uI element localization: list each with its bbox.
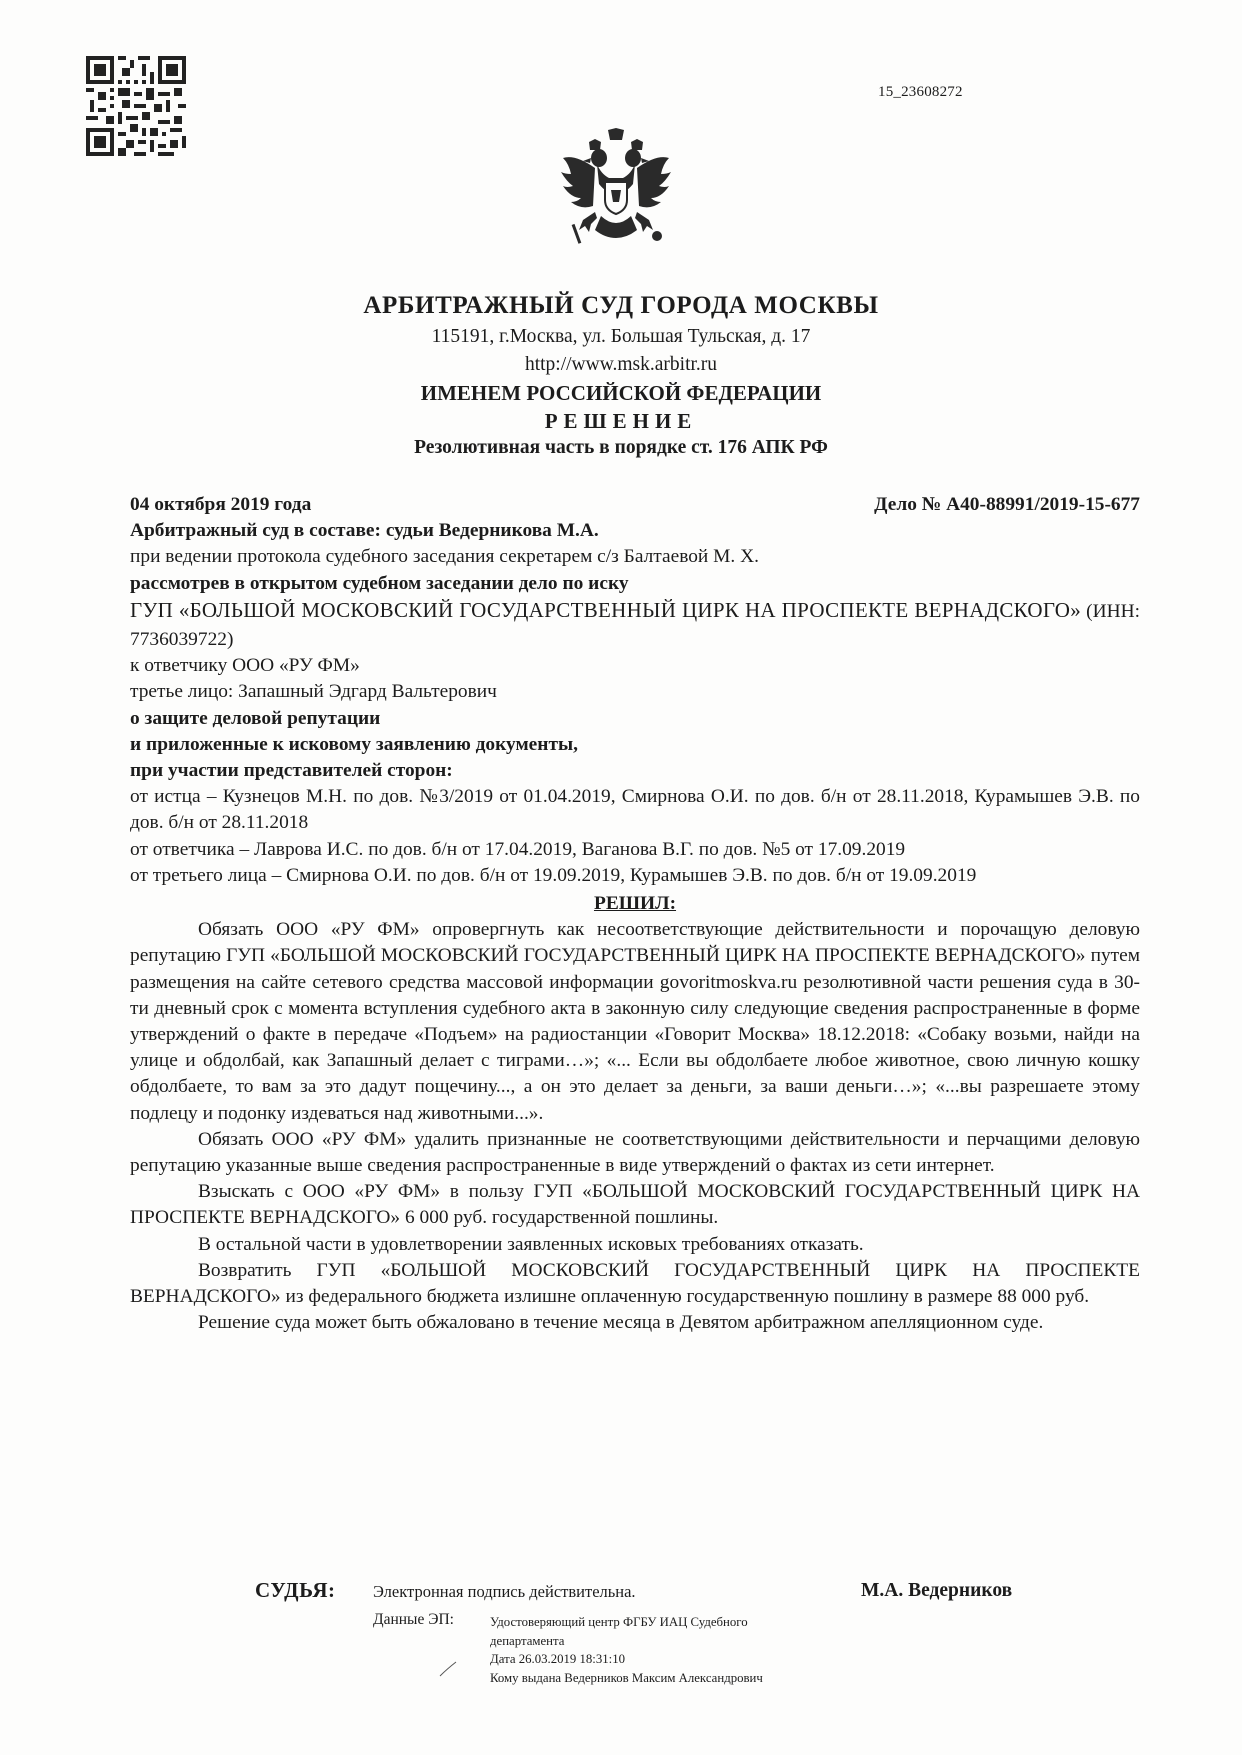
- esignature-date: Дата 26.03.2019 18:31:10: [490, 1652, 625, 1667]
- secretary-line: при ведении протокола судебного заседания секретарем с/з Балтаевой М. Х.: [130, 546, 759, 568]
- resolution-paragraph-5: Возвратить ГУП «БОЛЬШОЙ МОСКОВСКИЙ ГОСУДАРСТВЕННЫЙ ЦИРК НА ПРОСПЕКТЕ ВЕРНАДСКОГО» из федерального бюджета излишне оплаченную государственную пошлину в размере 88 000 руб.: [130, 1259, 1140, 1308]
- resolution-paragraph-3: Взыскать с ООО «РУ ФМ» в пользу ГУП «БОЛЬШОЙ МОСКОВСКИЙ ГОСУДАРСТВЕННЫЙ ЦИРК НА ПРОСПЕКТЕ ВЕРНАДСКОГО» 6 000 руб. государственной пошлины.: [130, 1181, 1140, 1229]
- considering-line: рассмотрев в открытом судебном заседании дело по иску: [130, 572, 629, 594]
- resolved-title: РЕШИЛ:: [593, 893, 677, 915]
- coat-of-arms-emblem: [561, 128, 671, 262]
- from-defendant-line: от ответчика – Лаврова И.С. по дов. б/н от 17.04.2019, Ваганова В.Г. по дов. №5 от 17.09.2019: [130, 838, 906, 860]
- resolution-paragraph-2: Обязать ООО «РУ ФМ» удалить признанные не соответствующими действительности и перчащими деловую репутацию указанные выше сведения распространенные в виде утверждений о фактах из сети интернет.: [130, 1128, 1140, 1177]
- judge-label: СУДЬЯ:: [255, 1578, 336, 1602]
- esignature-holder: Кому выдана Ведерников Максим Александрович: [490, 1670, 763, 1685]
- defendant-line: к ответчику ООО «РУ ФМ»: [130, 655, 360, 677]
- court-composition: Арбитражный суд в составе: судьи Ведерникова М.А.: [130, 520, 599, 542]
- decision-title: РЕШЕНИЕ: [544, 409, 698, 433]
- resolution-paragraph-4: В остальной части в удовлетворении заявленных исковых требованиях отказать.: [198, 1233, 864, 1255]
- esignature-data-label: Данные ЭП:: [373, 1611, 454, 1628]
- subject-line: о защите деловой репутации: [130, 707, 381, 729]
- decision-date: 04 октября 2019 года: [130, 494, 312, 515]
- third-party-line: третье лицо: Запашный Эдгард Вальтерович: [130, 681, 497, 703]
- resolution-paragraph-1: Обязать ООО «РУ ФМ» опровергнуть как несоответствующие действительности и порочащую деловую репутацию ГУП «БОЛЬШОЙ МОСКОВСКИЙ ГОСУДАРСТВЕННЫЙ ЦИРК НА ПРОСПЕКТЕ ВЕРНАДСКОГО» путем размещения на сайте сетевого средства массовой информации govoritmoskva.ru резолютивной части решения суда в 30-ти дневный срок с момента вступления судебного акта в законную силу следующие сведения распространенные в форме утверждений о факте в передаче «Подъем» на радиостанции «Говорит Москва» 18.12.2018: «Собаку возьми, найди на улице и обдолбай, как Запашный делает с тиграми…»; «... Если вы обдолбаете любое животное, свою личную кошку обдолбаете, то вам за это дадут пощечину..., а он это делает за деньги, за ваши деньги…»; «...вы разрешаете этому подлецу и подонку издеваться над животными...».: [130, 919, 1140, 1124]
- court-url: http://www.msk.arbitr.ru: [524, 354, 718, 375]
- esignature-issuer-cont: департамента: [490, 1633, 565, 1648]
- date-case-row: [130, 492, 1140, 518]
- resolution-paragraph-6: Решение суда может быть обжаловано в течение месяца в Девятом арбитражном апелляционном суде.: [198, 1312, 1044, 1334]
- qr-code: [86, 56, 186, 156]
- plaintiff-inn: (ИНН: 7736039722): [130, 600, 1140, 651]
- participation-line: при участии представителей сторон:: [130, 760, 453, 782]
- court-name: АРБИТРАЖНЫЙ СУД ГОРОДА МОСКВЫ: [363, 292, 879, 319]
- esignature-details: [490, 1613, 763, 1687]
- esignature-valid-text: Электронная подпись действительна.: [373, 1582, 636, 1601]
- document-id: 15_23608272: [878, 84, 963, 100]
- court-address: 115191, г.Москва, ул. Большая Тульская, д. 17: [431, 326, 811, 347]
- decision-body: [130, 492, 1140, 1337]
- pen-mark: [438, 1660, 458, 1678]
- resolutive-part-note: Резолютивная часть в порядке ст. 176 АПК РФ: [414, 437, 828, 458]
- plaintiff-name: ГУП «БОЛЬШОЙ МОСКОВСКИЙ ГОСУДАРСТВЕННЫЙ ЦИРК НА ПРОСПЕКТЕ ВЕРНАДСКОГО»: [130, 597, 1082, 622]
- judge-name: М.А. Ведерников: [861, 1580, 1013, 1601]
- from-third-party-line: от третьего лица – Смирнова О.И. по дов. б/н от 19.09.2019, Курамышев Э.В. по дов. б/н от 19.09.2019: [130, 864, 977, 886]
- from-plaintiff-line: от истца – Кузнецов М.Н. по дов. №3/2019 от 01.04.2019, Смирнова О.И. по дов. б/н от 28.11.2018, Курамышев Э.В. по дов. б/н от 28.11.2018: [130, 786, 1140, 834]
- in-name-of-federation: ИМЕНЕМ РОССИЙСКОЙ ФЕДЕРАЦИИ: [420, 381, 822, 405]
- documents-line: и приложенные к исковому заявлению документы,: [130, 733, 578, 755]
- case-number: Дело № А40-88991/2019-15-677: [874, 494, 1140, 515]
- plaintiff-line: [130, 597, 1140, 653]
- esignature-issuer: Удостоверяющий центр ФГБУ ИАЦ Судебного: [490, 1615, 748, 1629]
